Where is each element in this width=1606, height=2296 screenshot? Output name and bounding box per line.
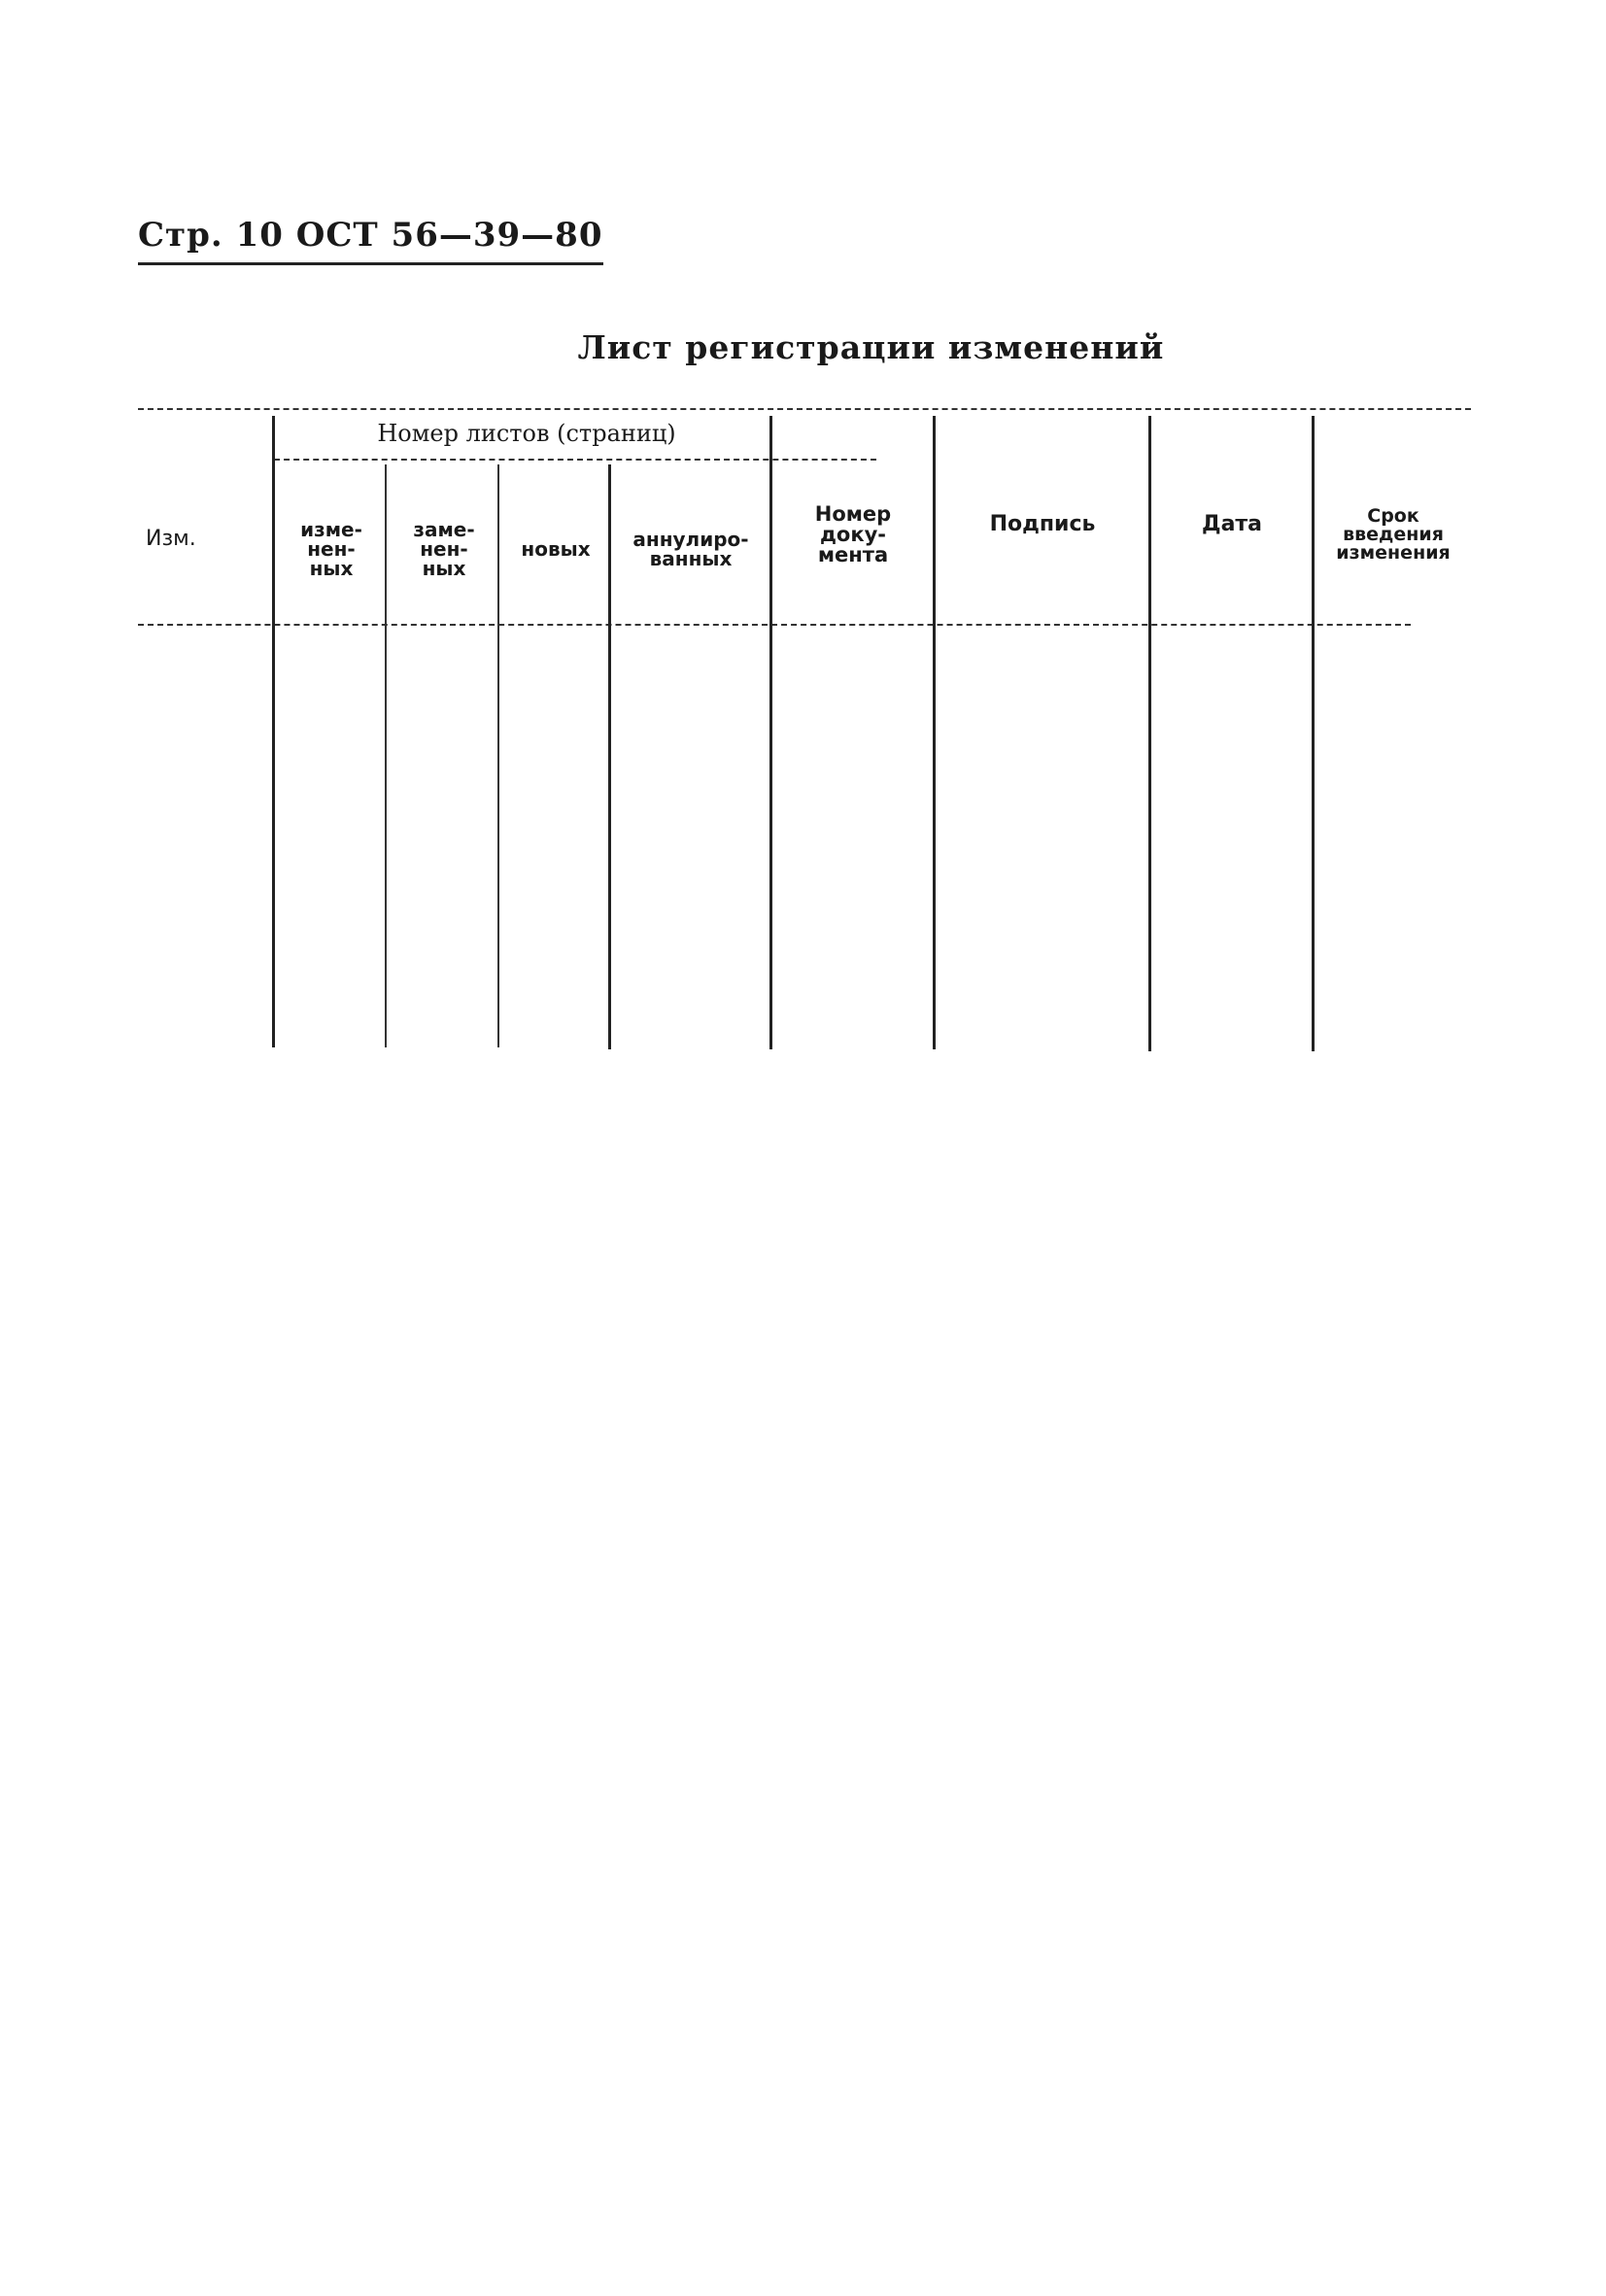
column-header-change-term: Срок введения изменения <box>1336 504 1451 564</box>
table-top-rule <box>138 408 1471 410</box>
column-divider <box>608 464 611 1049</box>
column-header-date: Дата <box>1201 512 1263 536</box>
column-divider <box>272 416 275 1047</box>
column-divider <box>497 464 499 1047</box>
column-header-new: новых <box>521 537 591 561</box>
column-divider <box>385 464 387 1047</box>
column-group-header-sheet-numbers: Номер листов (страниц) <box>377 420 676 447</box>
column-header-replaced: заме- нен- ных <box>413 518 475 580</box>
change-registration-table <box>138 408 1471 1049</box>
column-header-izm: Изм. <box>146 527 196 551</box>
column-header-document-number: Номер доку- мента <box>814 501 892 566</box>
header-bottom-rule <box>138 624 1411 626</box>
page-header: Стр. 10 ОСТ 56—39—80 <box>138 216 603 265</box>
column-divider <box>933 416 936 1049</box>
column-divider <box>1312 416 1315 1051</box>
column-divider <box>769 416 772 1049</box>
column-divider <box>1148 416 1151 1051</box>
column-header-changed: изме- нен- ных <box>300 518 362 580</box>
group-header-rule <box>274 459 876 461</box>
column-header-signature: Подпись <box>989 512 1096 536</box>
column-header-annulled: аннулиро- ванных <box>632 528 749 570</box>
document-title: Лист регистрации изменений <box>577 328 1165 366</box>
